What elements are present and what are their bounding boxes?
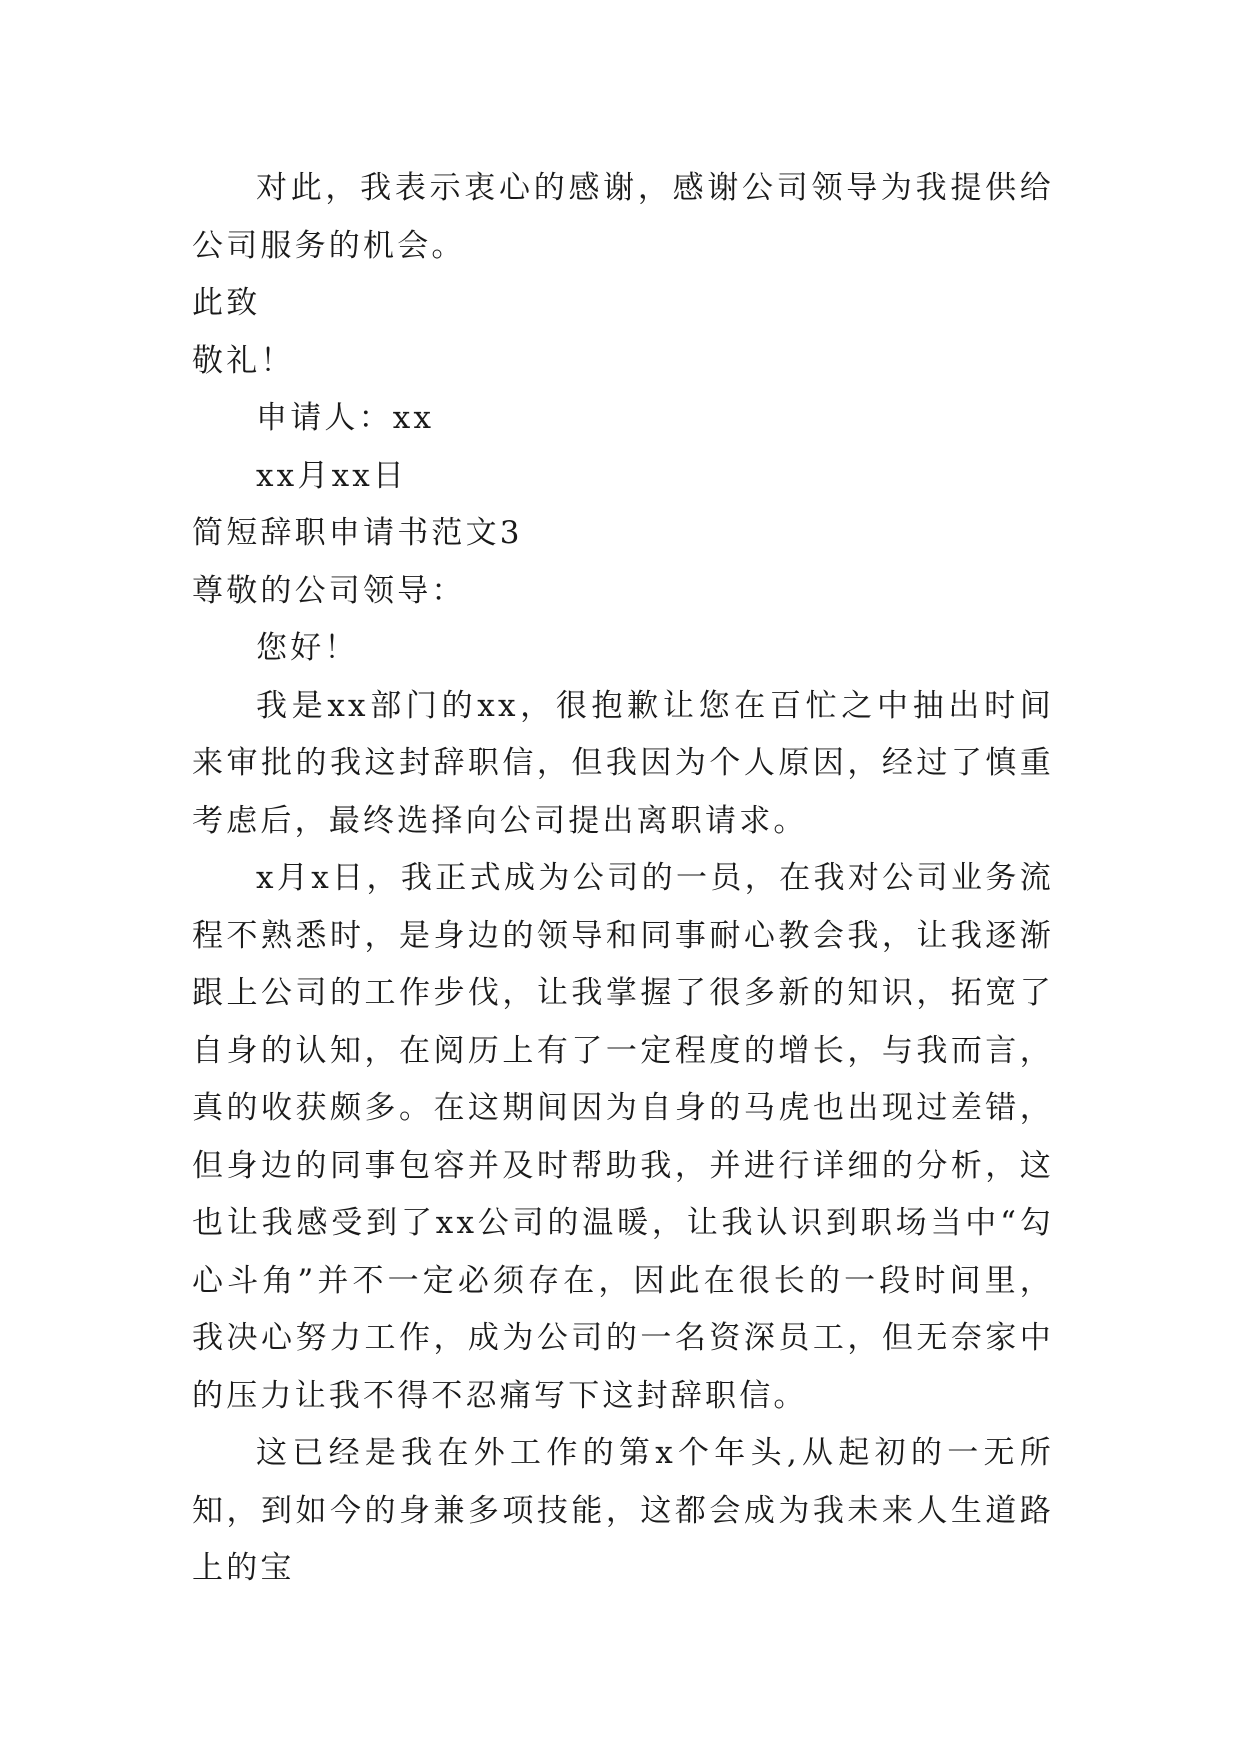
greeting: 您好！ — [256, 630, 359, 666]
paragraph-intro: 我是xx部门的xx，很抱歉让您在百忙之中抽出时间来审批的我这封辞职信，但我因为个人原因，经过了慎重考虑后，最终选择向公司提出离职请求。 — [192, 687, 1054, 839]
signature-line: 申请人：xx — [256, 400, 435, 436]
closing-line-2: 敬礼！ — [192, 342, 295, 379]
section-title: 简短辞职申请书范文3 — [192, 515, 523, 551]
document-body — [192, 160, 1054, 1598]
paragraph-thanks: 对此，我表示衷心的感谢，感谢公司领导为我提供给公司服务的机会。 — [192, 170, 1054, 264]
salutation: 尊敬的公司领导： — [192, 572, 466, 609]
paragraph-years: 这已经是我在外工作的第x个年头,从起初的一无所知，到如今的身兼多项技能，这都会成为我未来人生道路上的宝 — [192, 1435, 1054, 1586]
closing-line-1: 此致 — [192, 285, 261, 321]
paragraph-experience: x月x日，我正式成为公司的一员，在我对公司业务流程不熟悉时，是身边的领导和同事耐心教会我，让我逐渐跟上公司的工作步伐，让我掌握了很多新的知识，拓宽了自身的认知，在阅历上有了一定程度的增长，与我而言，真的收获颇多。在这期间因为自身的马虎也出现过差错，但身边的同事包容并及时帮助我，并进行详细的分析，这也让我感受到了xx公司的温暖，让我认识到职场当中“勾心斗角”并不一定必须存在，因此在很长的一段时间里，我决心努力工作，成为公司的一名资深员工，但无奈家中的压力让我不得不忍痛写下这封辞职信。 — [192, 860, 1054, 1414]
date-line: xx月xx日 — [256, 457, 408, 494]
